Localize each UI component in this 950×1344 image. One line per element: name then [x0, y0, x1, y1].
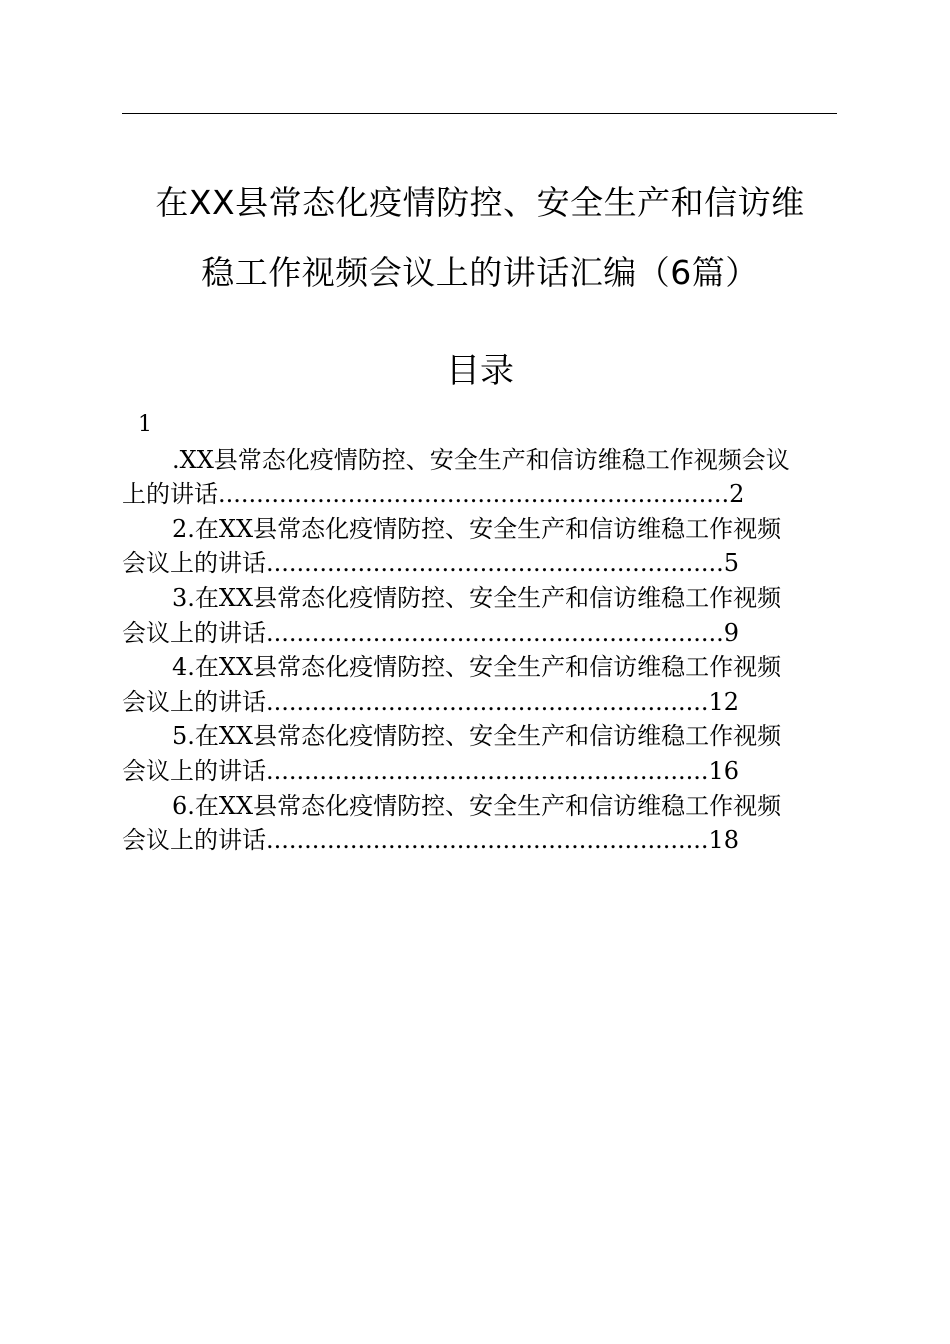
toc-entry-title: 6.在XX县常态化疫情防控、安全生产和信访维稳工作视频	[172, 791, 782, 820]
document-title	[100, 168, 860, 308]
document-title-line-2: 稳工作视频会议上的讲话汇编（6篇）	[201, 253, 759, 292]
toc-entry-title: 5.在XX县常态化疫情防控、安全生产和信访维稳工作视频	[172, 722, 782, 751]
toc-entry-leader: 会议上的讲话..........................................................16	[122, 756, 740, 785]
toc-entry-leader: 上的讲话...................................................................2	[122, 480, 745, 509]
toc-entry-1[interactable]	[122, 443, 837, 512]
document-title-line-1: 在XX县常态化疫情防控、安全生产和信访维	[155, 183, 805, 222]
table-of-contents	[122, 408, 837, 858]
toc-entry-title: .XX县常态化疫情防控、安全生产和信访维稳工作视频会议	[172, 445, 790, 474]
toc-entry-4[interactable]	[122, 650, 837, 719]
toc-entry-title: 2.在XX县常态化疫情防控、安全生产和信访维稳工作视频	[172, 514, 782, 543]
toc-entry-leader: 会议上的讲话..........................................................12	[122, 687, 740, 716]
toc-entry-leader: 会议上的讲话............................................................9	[122, 618, 740, 647]
header-rule	[122, 113, 837, 114]
toc-heading: 目录	[446, 351, 514, 391]
toc-entry-5[interactable]	[122, 719, 837, 788]
toc-entry-3[interactable]	[122, 581, 837, 650]
toc-entry-leader: 会议上的讲话..........................................................18	[122, 826, 740, 855]
toc-entry-leader: 会议上的讲话............................................................5	[122, 549, 740, 578]
toc-entry-title: 4.在XX县常态化疫情防控、安全生产和信访维稳工作视频	[172, 653, 782, 682]
toc-entry-2[interactable]	[122, 512, 837, 581]
toc-entry-title: 3.在XX县常态化疫情防控、安全生产和信访维稳工作视频	[172, 583, 782, 612]
toc-stray-number: 1	[138, 412, 152, 437]
toc-entry-6[interactable]	[122, 789, 837, 858]
